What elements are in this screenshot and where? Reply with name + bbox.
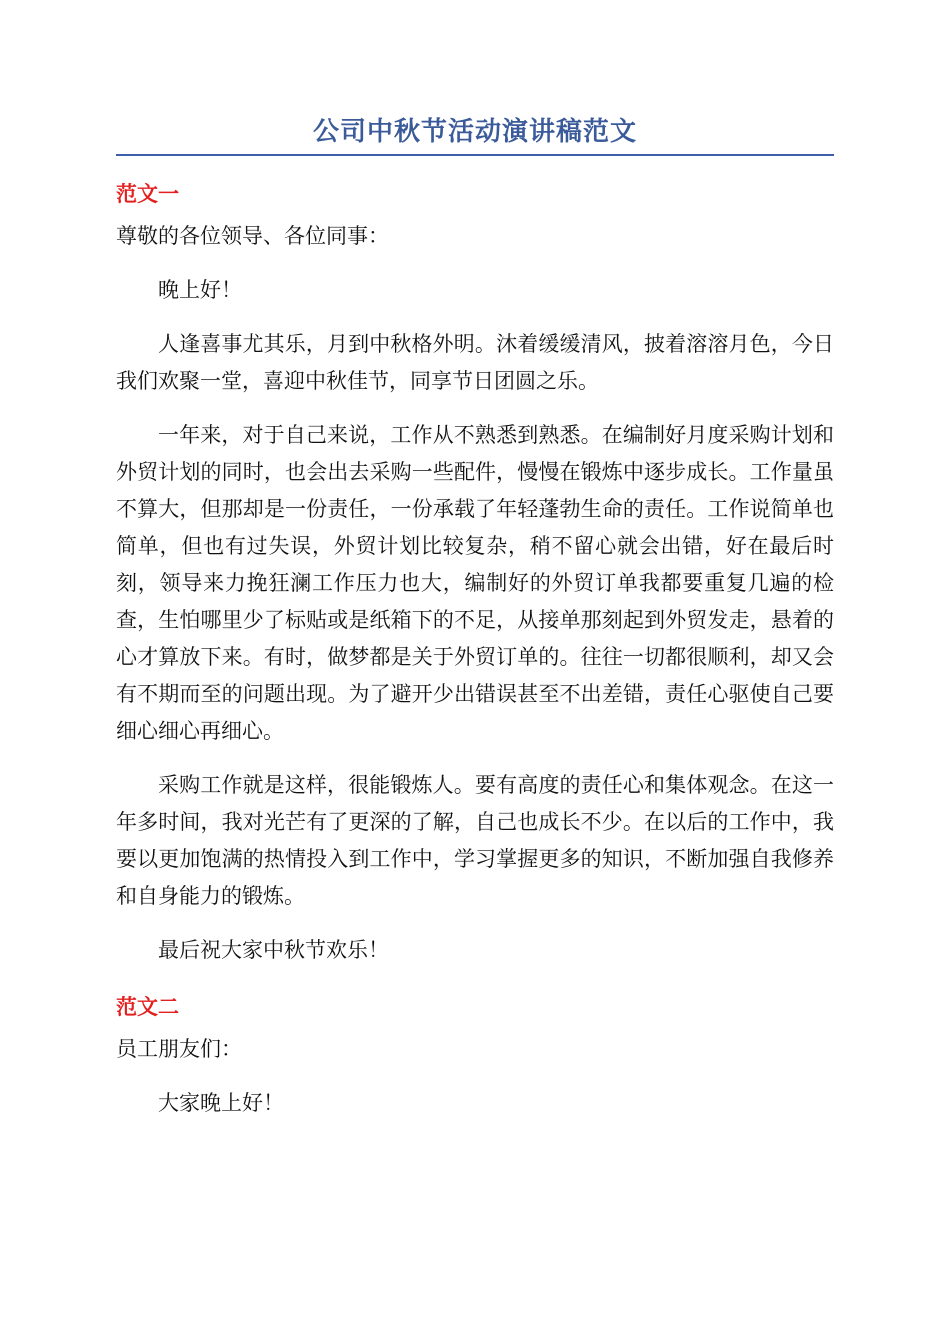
paragraph: 采购工作就是这样，很能锻炼人。要有高度的责任心和集体观念。在这一年多时间，我对光芒有了更深的了解，自己也成长不少。在以后的工作中，我要以更加饱满的热情投入到工作中，学习掌握更多的知识，不断加强自我修养和自身能力的锻炼。 bbox=[116, 773, 834, 908]
section-heading: 范文一 bbox=[116, 182, 179, 206]
document-title: 公司中秋节活动演讲稿范文 bbox=[116, 112, 834, 156]
paragraph: 大家晚上好！ bbox=[158, 1091, 284, 1115]
section-two bbox=[116, 991, 834, 1122]
paragraph: 最后祝大家中秋节欢乐！ bbox=[158, 938, 389, 962]
salutation: 员工朋友们： bbox=[116, 1037, 242, 1061]
paragraph: 人逢喜事尤其乐，月到中秋格外明。沐着缓缓清风，披着溶溶月色，今日我们欢聚一堂，喜迎中秋佳节，同享节日团圆之乐。 bbox=[116, 332, 834, 393]
section-heading: 范文二 bbox=[116, 995, 179, 1019]
salutation: 尊敬的各位领导、各位同事： bbox=[116, 224, 389, 248]
paragraph: 一年来，对于自己来说，工作从不熟悉到熟悉。在编制好月度采购计划和外贸计划的同时，也会出去采购一些配件，慢慢在锻炼中逐步成长。工作量虽不算大，但那却是一份责任，一份承载了年轻蓬勃生命的责任。工作说简单也简单，但也有过失误，外贸计划比较复杂，稍不留心就会出错，好在最后时刻，领导来力挽狂澜工作压力也大，编制好的外贸订单我都要重复几遍的检查，生怕哪里少了标贴或是纸箱下的不足，从接单那刻起到外贸发走，悬着的心才算放下来。有时，做梦都是关于外贸订单的。往往一切都很顺利，却又会有不期而至的问题出现。为了避开少出错误甚至不出差错，责任心驱使自己要细心细心再细心。 bbox=[116, 423, 834, 743]
document-page bbox=[116, 112, 834, 1122]
section-one bbox=[116, 178, 834, 969]
paragraph: 晚上好！ bbox=[158, 278, 242, 302]
